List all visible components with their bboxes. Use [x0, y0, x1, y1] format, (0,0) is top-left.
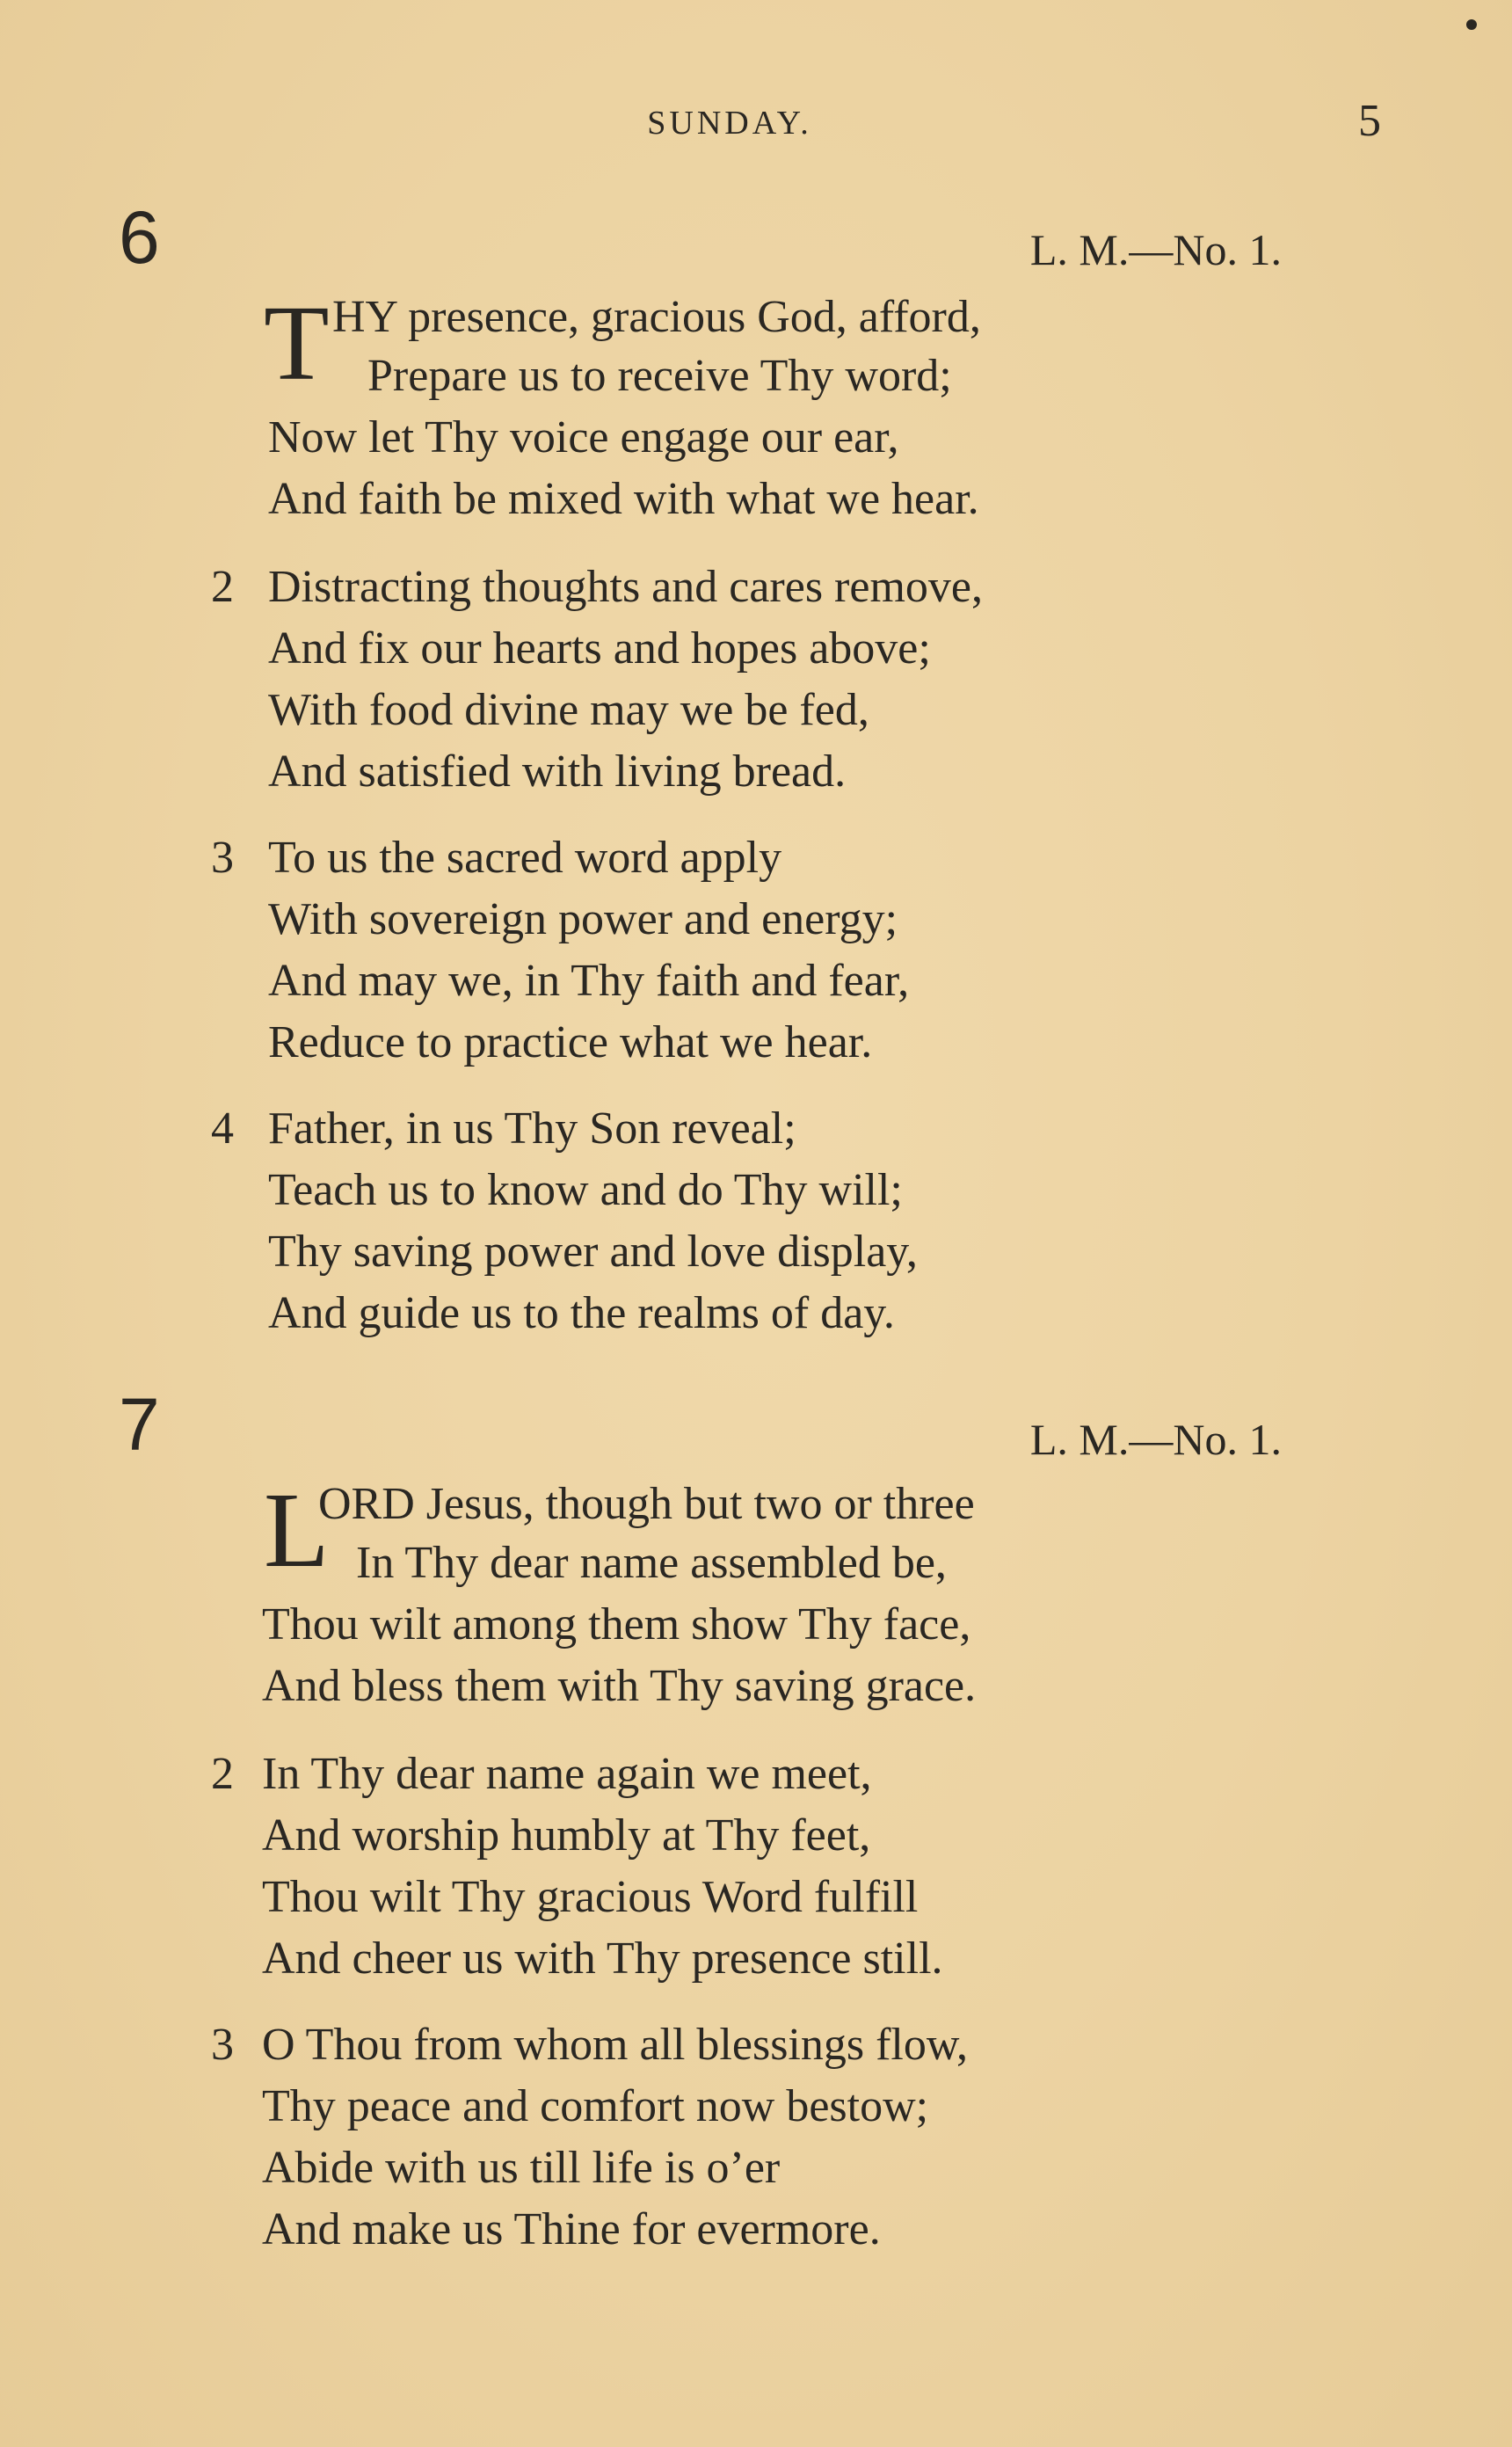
verse-line: Teach us to know and do Thy will; — [268, 1165, 903, 1215]
verse-line: Thy peace and comfort now bestow; — [262, 2081, 929, 2131]
verse-line: Abide with us till life is o’er — [262, 2143, 781, 2193]
verse-line: In Thy dear name again we meet, — [262, 1749, 872, 1799]
verse-line: ORD Jesus, though but two or three — [318, 1479, 975, 1529]
hymn-number: 7 — [119, 1383, 160, 1466]
hymn-meter: L. M.—No. 1. — [1029, 225, 1282, 274]
verse-line: And faith be mixed with what we hear. — [268, 474, 979, 524]
verse-line: In Thy dear name assembled be, — [356, 1538, 947, 1588]
verse-line: Thy saving power and love display, — [268, 1227, 918, 1277]
verse-line: And fix our hearts and hopes above; — [268, 623, 931, 674]
running-header: SUNDAY. — [647, 105, 812, 142]
stanza-number: 2 — [211, 1749, 234, 1799]
verse-line: And worship humbly at Thy feet, — [262, 1810, 871, 1861]
verse-line: Distracting thoughts and cares remove, — [268, 562, 983, 612]
verse-line: To us the sacred word apply — [268, 833, 782, 883]
verse-line: And satisfied with living bread. — [268, 746, 847, 797]
stanza-number: 3 — [211, 2020, 234, 2070]
verse-line: O Thou from whom all blessings flow, — [262, 2020, 969, 2070]
page-number: 5 — [1358, 96, 1381, 146]
verse-line: Reduce to practice what we hear. — [268, 1017, 873, 1067]
stanza-number: 4 — [211, 1103, 234, 1154]
verse-line: And may we, in Thy faith and fear, — [268, 956, 910, 1006]
hymn-number: 6 — [119, 196, 160, 279]
ink-speck — [1466, 19, 1477, 30]
verse-line: And guide us to the realms of day. — [268, 1288, 895, 1338]
stanza-number: 2 — [211, 562, 234, 612]
verse-line: And bless them with Thy saving grace. — [262, 1661, 977, 1711]
verse-line: And cheer us with Thy presence still. — [262, 1934, 943, 1984]
verse-line: Now let Thy voice engage our ear, — [268, 412, 899, 462]
verse-line: Father, in us Thy Son reveal; — [268, 1103, 796, 1154]
verse-line: With food divine may we be fed, — [268, 685, 869, 735]
verse-line: Prepare us to receive Thy word; — [367, 351, 952, 401]
stanza-number: 3 — [211, 833, 234, 883]
verse-line: Thou wilt Thy gracious Word fulfill — [262, 1872, 919, 1922]
verse-line: HY presence, gracious God, afford, — [332, 292, 981, 342]
drop-cap: T — [264, 284, 330, 403]
verse-line: With sovereign power and energy; — [268, 894, 898, 944]
hymn-meter: L. M.—No. 1. — [1029, 1415, 1282, 1464]
verse-line: Thou wilt among them show Thy face, — [262, 1599, 971, 1650]
verse-line: And make us Thine for evermore. — [262, 2204, 881, 2254]
drop-cap: L — [264, 1471, 330, 1590]
